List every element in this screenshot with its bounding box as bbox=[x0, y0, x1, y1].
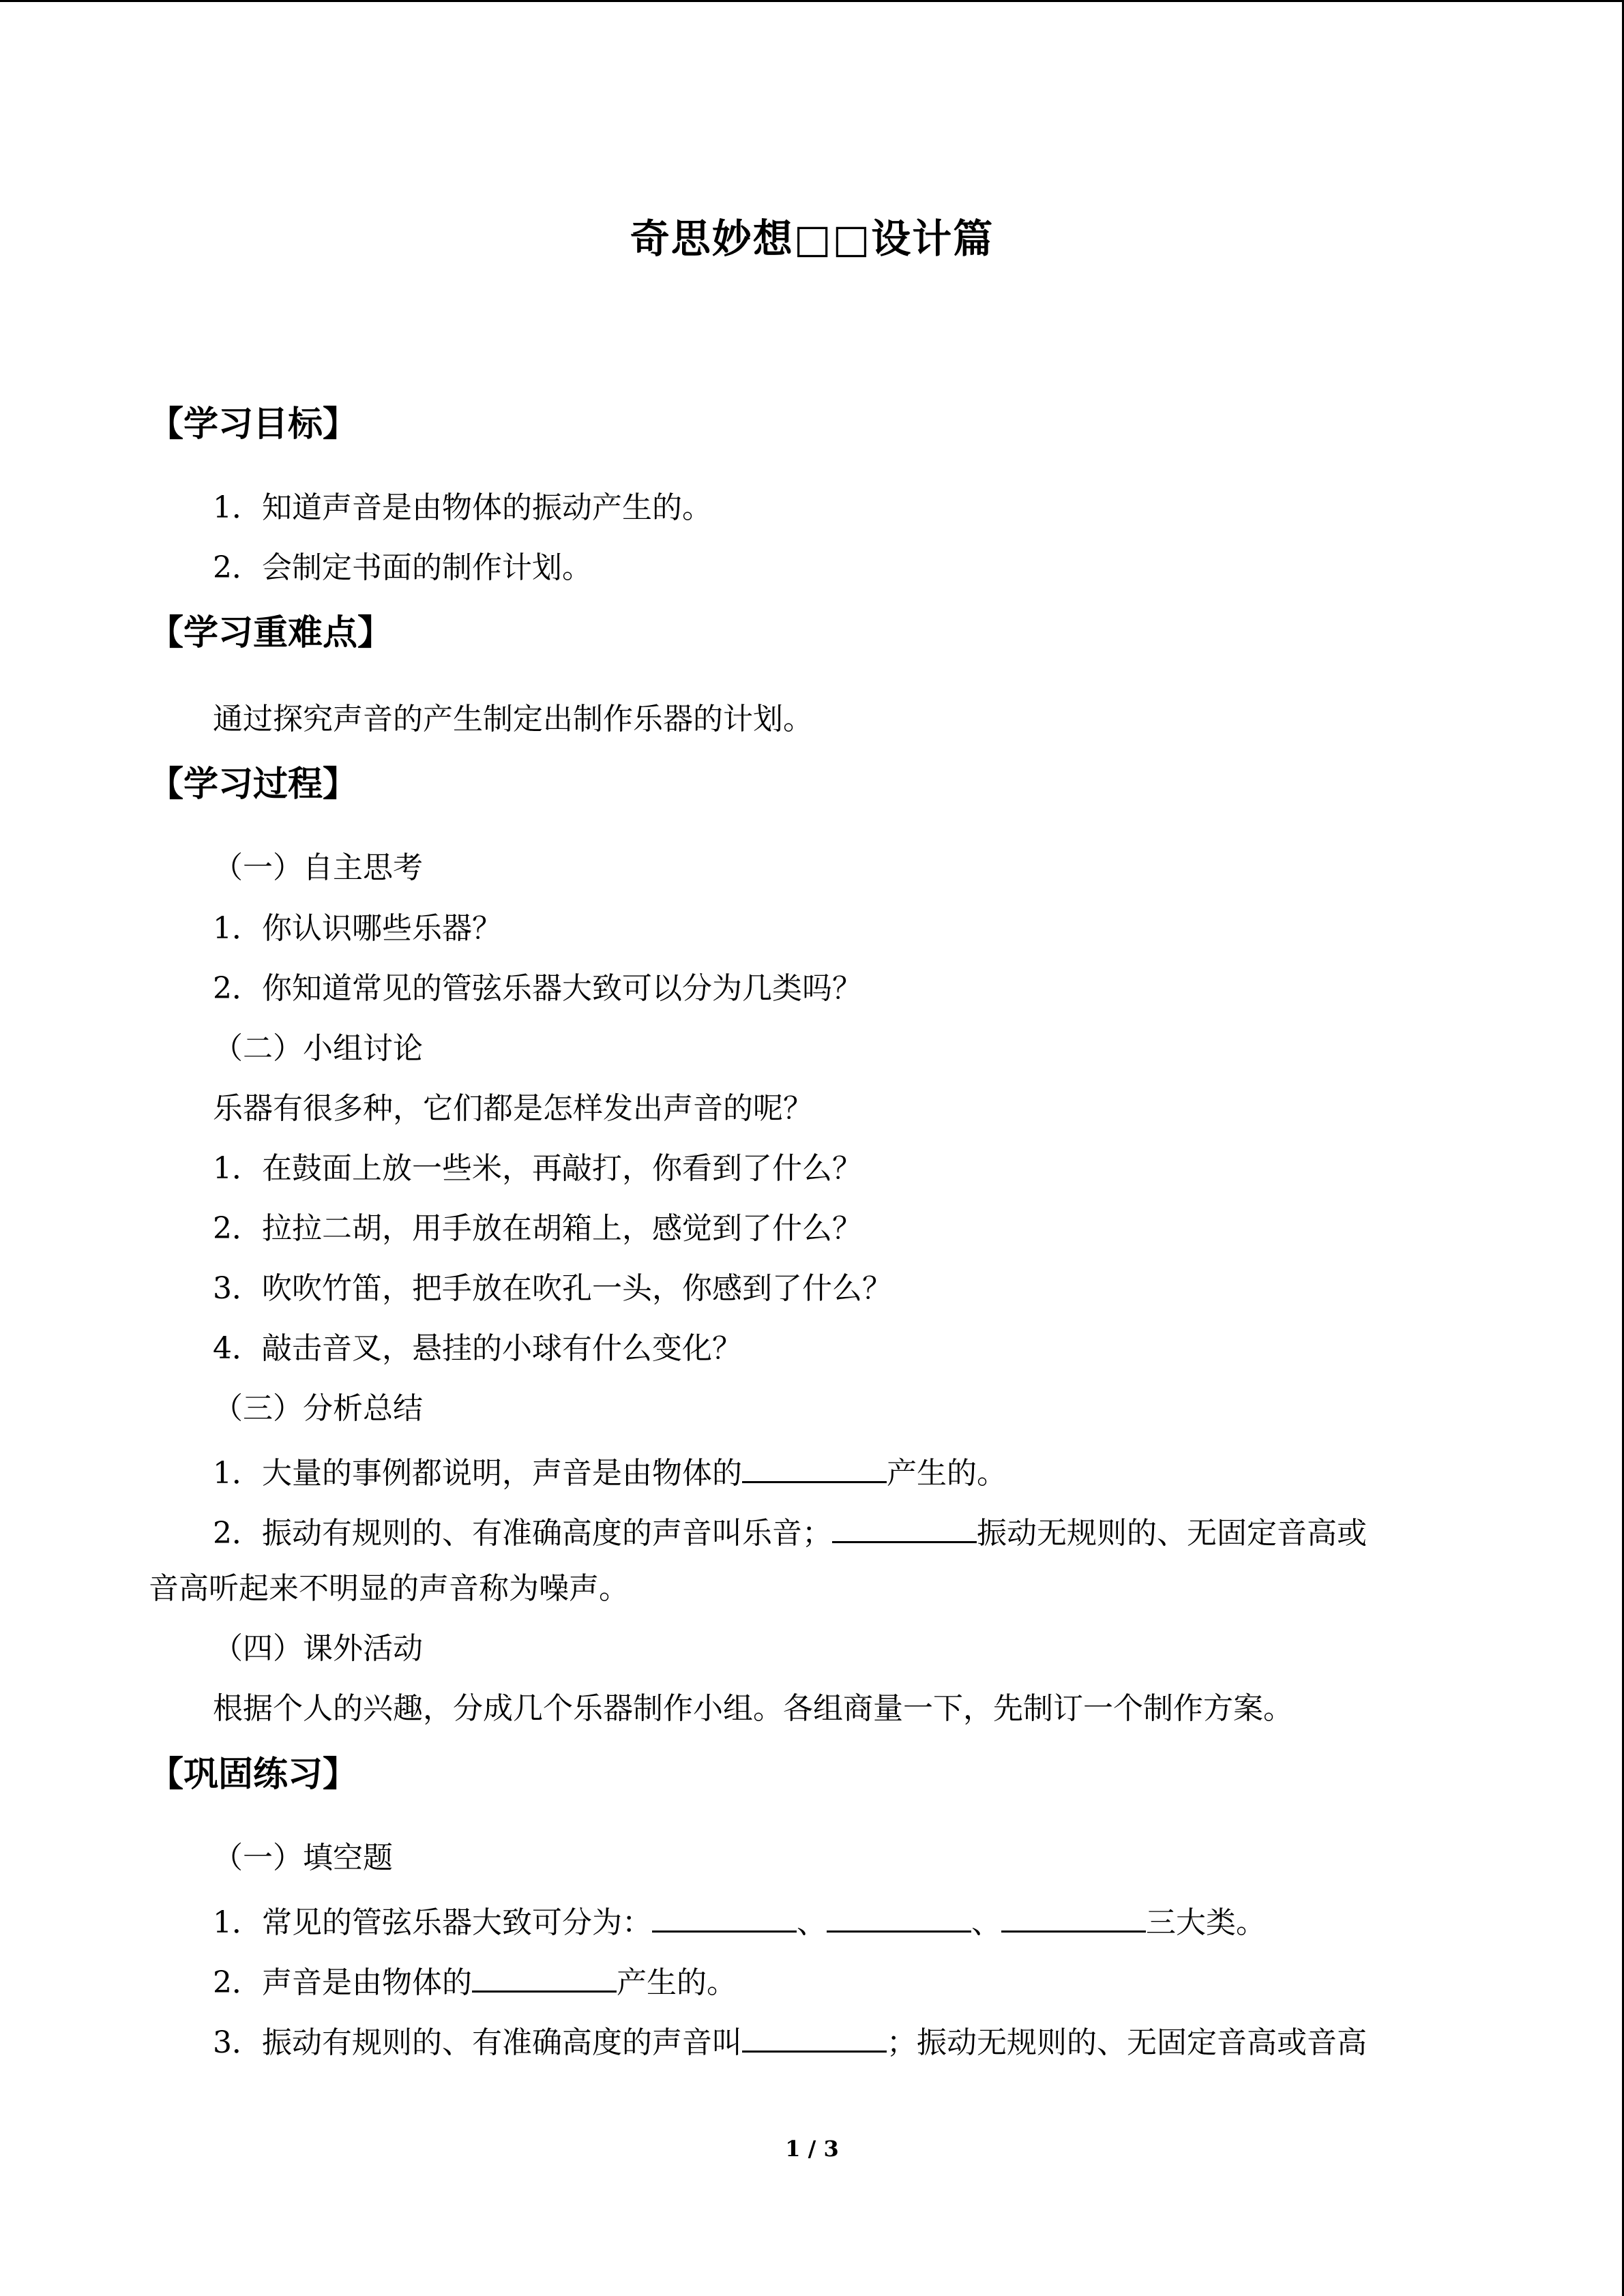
process-part-label: （一）自主思考 bbox=[213, 850, 423, 885]
fill-blank[interactable] bbox=[652, 1898, 797, 1933]
summary-item-1-text-end: 产生的。 bbox=[887, 1456, 1007, 1491]
fill-blank[interactable] bbox=[832, 1508, 977, 1543]
process-item: 2．你知道常见的管弦乐器大致可以分为几类吗？ bbox=[213, 971, 862, 1006]
summary-item-1-text: 1．大量的事例都说明，声音是由物体的 bbox=[213, 1456, 742, 1491]
heading-practice: 【巩固练习】 bbox=[149, 1754, 358, 1795]
fill-blank[interactable] bbox=[472, 1958, 617, 1993]
process-item: 1．你认识哪些乐器？ bbox=[213, 911, 502, 946]
process-part-label: （四）课外活动 bbox=[213, 1631, 423, 1666]
question-1-text-end: 三大类。 bbox=[1146, 1905, 1266, 1940]
heading-learning-goals: 【学习目标】 bbox=[149, 404, 358, 445]
process-item: 1．在鼓面上放一些米，再敲打，你看到了什么？ bbox=[213, 1151, 862, 1186]
summary-item-2-text-end: 振动无规则的、无固定音高或 bbox=[977, 1516, 1367, 1551]
question-1-text: 1．常见的管弦乐器大致可分为： bbox=[213, 1905, 652, 1940]
question-3-text-end: ；振动无规则的、无固定音高或音高 bbox=[887, 2025, 1367, 2060]
practice-question-2 bbox=[213, 1958, 737, 2003]
summary-item-2-continuation: 音高听起来不明显的声音称为噪声。 bbox=[149, 1571, 629, 1606]
practice-question-1 bbox=[213, 1898, 1266, 1943]
summary-item-2 bbox=[213, 1508, 1367, 1554]
question-2-text-end: 产生的。 bbox=[617, 1965, 737, 2000]
process-item: 3．吹吹竹笛，把手放在吹孔一头，你感到了什么？ bbox=[213, 1271, 892, 1306]
question-1-separator: 、 bbox=[971, 1905, 1001, 1940]
question-3-text: 3．振动有规则的、有准确高度的声音叫 bbox=[213, 2025, 742, 2060]
page-border-top bbox=[0, 0, 1624, 2]
goal-item: 1．知道声音是由物体的振动产生的。 bbox=[213, 490, 712, 525]
fill-blank[interactable] bbox=[1001, 1898, 1146, 1933]
fill-blank[interactable] bbox=[742, 1448, 887, 1483]
question-2-text: 2．声音是由物体的 bbox=[213, 1965, 472, 2000]
practice-part-label: （一）填空题 bbox=[213, 1840, 393, 1875]
process-part-label: （三）分析总结 bbox=[213, 1391, 423, 1426]
key-points-text: 通过探究声音的产生制定出制作乐器的计划。 bbox=[213, 702, 813, 736]
fill-blank[interactable] bbox=[827, 1898, 971, 1933]
process-intro: 乐器有很多种，它们都是怎样发出声音的呢？ bbox=[213, 1091, 813, 1126]
process-item: 2．拉拉二胡，用手放在胡箱上，感觉到了什么？ bbox=[213, 1211, 862, 1246]
heading-key-points: 【学习重难点】 bbox=[149, 612, 393, 653]
summary-item-1 bbox=[213, 1448, 1007, 1494]
process-item: 4．敲击音叉，悬挂的小球有什么变化？ bbox=[213, 1331, 742, 1366]
question-1-separator: 、 bbox=[797, 1905, 827, 1940]
process-part-label: （二）小组讨论 bbox=[213, 1031, 423, 1066]
summary-item-2-text: 2．振动有规则的、有准确高度的声音叫乐音； bbox=[213, 1516, 832, 1551]
practice-question-3 bbox=[213, 2018, 1367, 2063]
page-number: 1 / 3 bbox=[785, 2136, 839, 2162]
heading-learning-process: 【学习过程】 bbox=[149, 764, 358, 805]
document-title: 奇思妙想□□设计篇 bbox=[630, 215, 994, 262]
goal-item: 2．会制定书面的制作计划。 bbox=[213, 550, 592, 585]
activity-text: 根据个人的兴趣，分成几个乐器制作小组。各组商量一下，先制订一个制作方案。 bbox=[213, 1691, 1293, 1726]
fill-blank[interactable] bbox=[742, 2018, 887, 2053]
